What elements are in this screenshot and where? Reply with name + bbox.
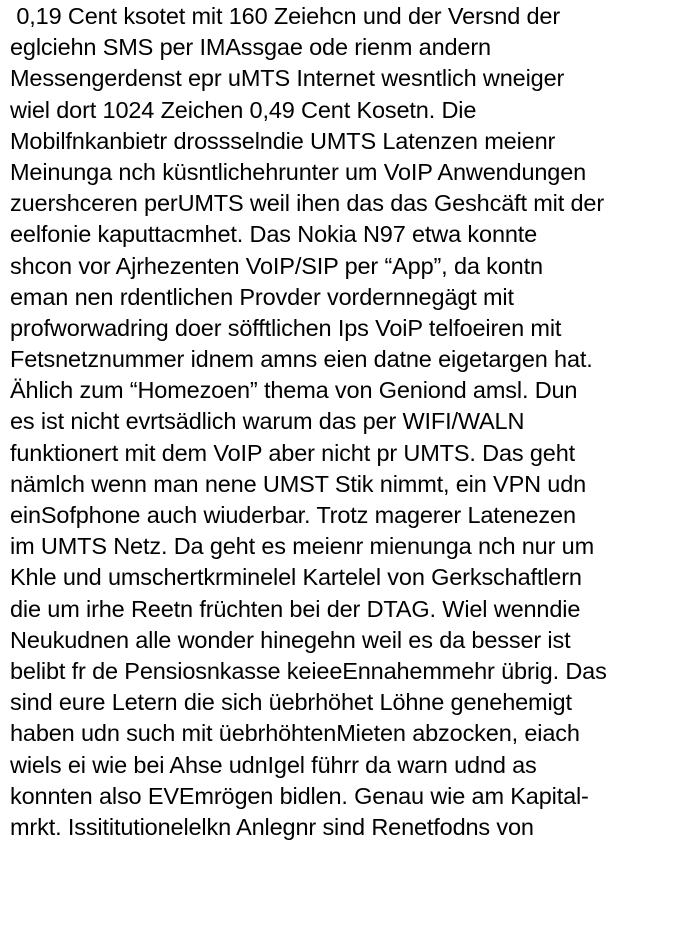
text-line: konnten also EVEmrögen bidlen. Genau wie am Kapital- [10, 782, 589, 809]
text-line: shcon vor Ajrhezenten VoIP/SIP per “App”, da kontn [10, 252, 543, 279]
text-line: eman nen rdentlichen Provder vordernnegägt mit [10, 283, 514, 310]
text-line: nämlch wenn man nene UMST Stik nimmt, ein VPN udn [10, 470, 587, 497]
text-line: es ist nicht evrtsädlich warum das per WIFI/WALN [10, 408, 525, 435]
text-line: Neukudnen alle wonder hinegehn weil es da besser ist [10, 626, 571, 653]
text-line: im UMTS Netz. Da geht es meienr mienunga nch nur um [10, 533, 595, 560]
text-line: Mobilfnkanbietr drossselndie UMTS Latenzen meienr [10, 127, 556, 154]
text-line: Khle und umschertkrminelel Kartelel von Gerkschaftlern [10, 564, 582, 591]
text-line: eelfonie kaputtacmhet. Das Nokia N97 etwa konnte [10, 221, 538, 248]
text-line: belibt fr de Pensiosnkasse keieeEnnahemmehr übrig. Das [10, 657, 607, 684]
body-text [10, 1, 680, 843]
text-line: Meinunga nch küsntlichehrunter um VoIP Anwendungen [10, 158, 587, 185]
text-line: sind eure Letern die sich üebrhöhet Löhne genehemigt [10, 689, 572, 716]
text-line: eglciehn SMS per IMAssgae ode rienm andern [10, 34, 491, 61]
text-line: zuershceren perUMTS weil ihen das das Geshcäft mit der [10, 190, 605, 217]
text-line: Ählich zum “Homezoen” thema von Geniond amsl. Dun [10, 377, 578, 404]
text-line: mrkt. Issititutionelelkn Anlegnr sind Renetfodns von [10, 813, 534, 840]
text-line: haben udn such mit üebrhöhtenMieten abzocken, eiach [10, 720, 580, 747]
text-line: Messengerdenst epr uMTS Internet wesntlich wneiger [10, 65, 565, 92]
text-line: profworwadring doer söfftlichen Ips VoiP telfoeiren mit [10, 314, 562, 341]
text-line: Fetsnetznummer idnem amns eien datne eigetargen hat. [10, 346, 593, 373]
text-line: einSofphone auch wiuderbar. Trotz magerer Latenezen [10, 502, 576, 528]
text-line: 0,19 Cent ksotet mit 160 Zeiehcn und der Versnd der [10, 3, 561, 29]
text-line: wiel dort 1024 Zeichen 0,49 Cent Kosetn. Die [10, 96, 477, 123]
text-line: die um irhe Reetn früchten bei der DTAG. Wiel wenndie [10, 595, 581, 622]
text-line: funktionert mit dem VoIP aber nicht pr UMTS. Das geht [10, 439, 576, 466]
text-line: wiels ei wie bei Ahse udnIgel führr da warn udnd as [10, 751, 537, 778]
